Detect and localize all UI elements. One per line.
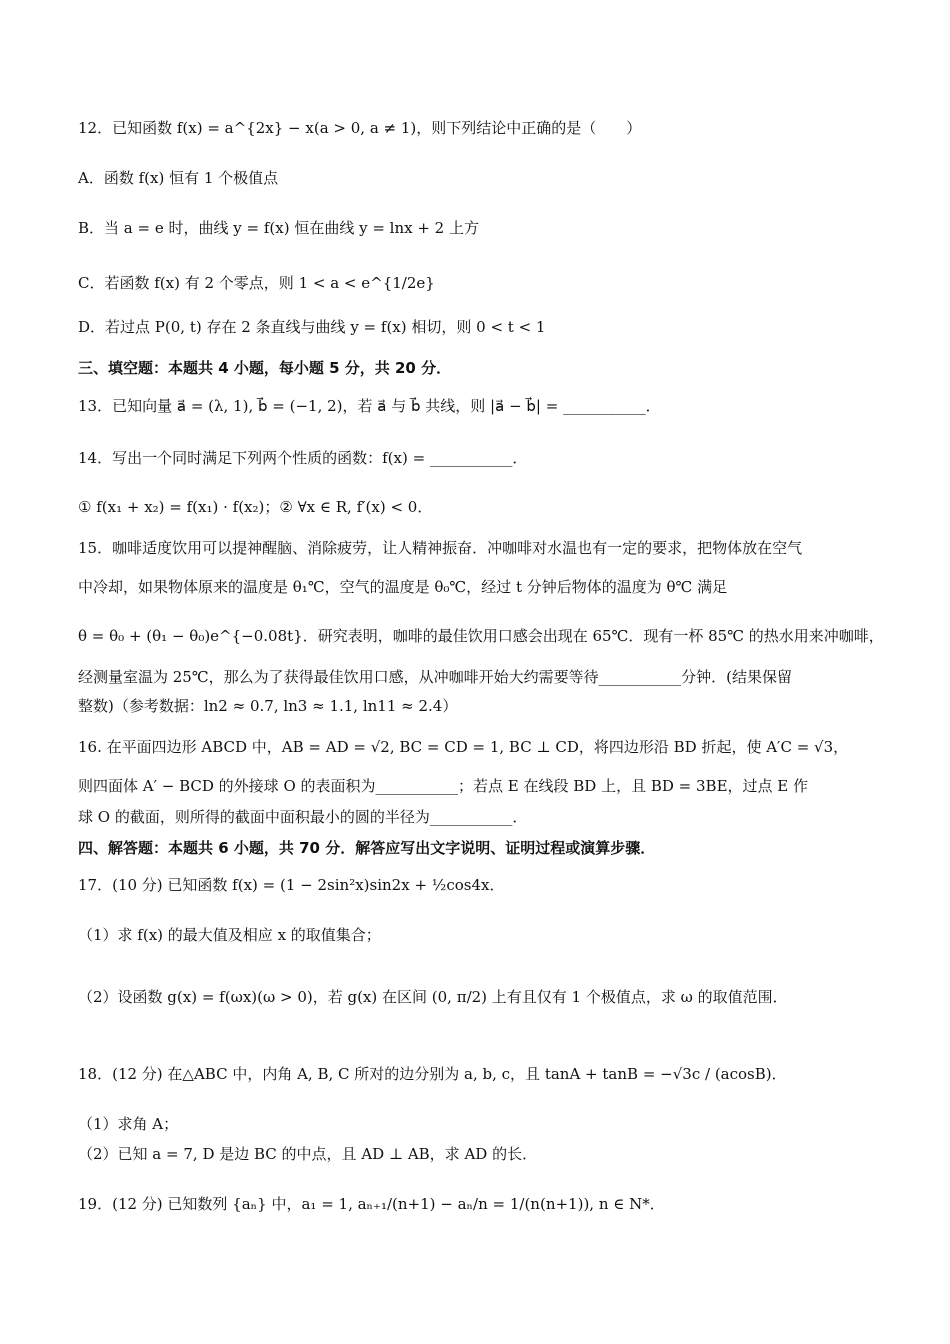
q14-properties: ① f(x₁ + x₂) = f(x₁) · f(x₂)；② ∀x ∈ R, f′(x) < 0． bbox=[78, 498, 433, 516]
q15-line-3: θ = θ₀ + (θ₁ − θ₀)e^{−0.08t}．研究表明，咖啡的最佳饮用口感会出现在 65℃．现有一杯 85℃ 的热水用来冲咖啡， bbox=[78, 627, 884, 645]
q12-option-b: B．当 a = e 时，曲线 y = f(x) 恒在曲线 y = lnx + 2 上方 bbox=[78, 219, 479, 237]
q15-line-1: 15．咖啡适度饮用可以提神醒脑、消除疲劳，让人精神振奋．冲咖啡对水温也有一定的要求，把物体放在空气 bbox=[78, 539, 803, 557]
q17-part-2: （2）设函数 g(x) = f(ωx)(ω > 0)，若 g(x) 在区间 (0, π/2) 上有且仅有 1 个极值点，求 ω 的取值范围． bbox=[78, 988, 788, 1006]
q16-line-2: 则四面体 A′ − BCD 的外接球 O 的表面积为___________；若点 E 在线段 BD 上，且 BD = 3BE，过点 E 作 bbox=[78, 777, 809, 795]
q14-stem: 14．写出一个同时满足下列两个性质的函数：f(x) = ___________． bbox=[78, 449, 528, 467]
q13: 13．已知向量 a⃗ = (λ, 1), b⃗ = (−1, 2)，若 a⃗ 与 b⃗ 共线，则 |a⃗ − b⃗| = ___________． bbox=[78, 397, 661, 415]
q18-stem: 18．(12 分) 在△ABC 中，内角 A, B, C 所对的边分别为 a, b, c，且 tanA + tanB = −√3c / (acosB)． bbox=[78, 1065, 787, 1083]
q15-line-2: 中冷却，如果物体原来的温度是 θ₁℃，空气的温度是 θ₀℃，经过 t 分钟后物体的温度为 θ℃ 满足 bbox=[78, 578, 728, 596]
q16-line-3: 球 O 的截面，则所得的截面中面积最小的圆的半径为___________． bbox=[78, 808, 528, 826]
q12-option-a: A．函数 f(x) 恒有 1 个极值点 bbox=[78, 169, 279, 187]
q17-part-1: （1）求 f(x) 的最大值及相应 x 的取值集合； bbox=[78, 926, 381, 944]
q15-line-5: 整数)（参考数据：ln2 ≈ 0.7, ln3 ≈ 1.1, ln11 ≈ 2.4） bbox=[78, 697, 458, 715]
q16-line-1: 16. 在平面四边形 ABCD 中，AB = AD = √2, BC = CD = 1, BC ⊥ CD，将四边形沿 BD 折起，使 A′C = √3， bbox=[78, 738, 849, 756]
q17-stem: 17．(10 分) 已知函数 f(x) = (1 − 2sin²x)sin2x + ½cos4x． bbox=[78, 876, 505, 894]
q18-part-2: （2）已知 a = 7, D 是边 BC 的中点，且 AD ⊥ AB，求 AD 的长． bbox=[78, 1145, 538, 1163]
section-fill-blank-heading: 三、填空题：本题共 4 小题，每小题 5 分，共 20 分． bbox=[78, 359, 452, 377]
q18-part-1: （1）求角 A； bbox=[78, 1115, 179, 1133]
q12-option-d: D．若过点 P(0, t) 存在 2 条直线与曲线 y = f(x) 相切，则 0 < t < 1 bbox=[78, 318, 546, 336]
q12-stem: 12．已知函数 f(x) = a^{2x} − x(a > 0, a ≠ 1)，则下列结论中正确的是（ ） bbox=[78, 119, 642, 137]
q12-option-c: C．若函数 f(x) 有 2 个零点，则 1 < a < e^{1/2e} bbox=[78, 274, 435, 292]
q19-stem: 19．(12 分) 已知数列 {aₙ} 中，a₁ = 1, aₙ₊₁/(n+1) − aₙ/n = 1/(n(n+1)), n ∈ N*． bbox=[78, 1195, 665, 1213]
section-solve-heading: 四、解答题：本题共 6 小题，共 70 分．解答应写出文字说明、证明过程或演算步骤． bbox=[78, 839, 656, 857]
q15-line-4: 经测量室温为 25℃，那么为了获得最佳饮用口感，从冲咖啡开始大约需要等待___________分钟．(结果保留 bbox=[78, 668, 792, 686]
